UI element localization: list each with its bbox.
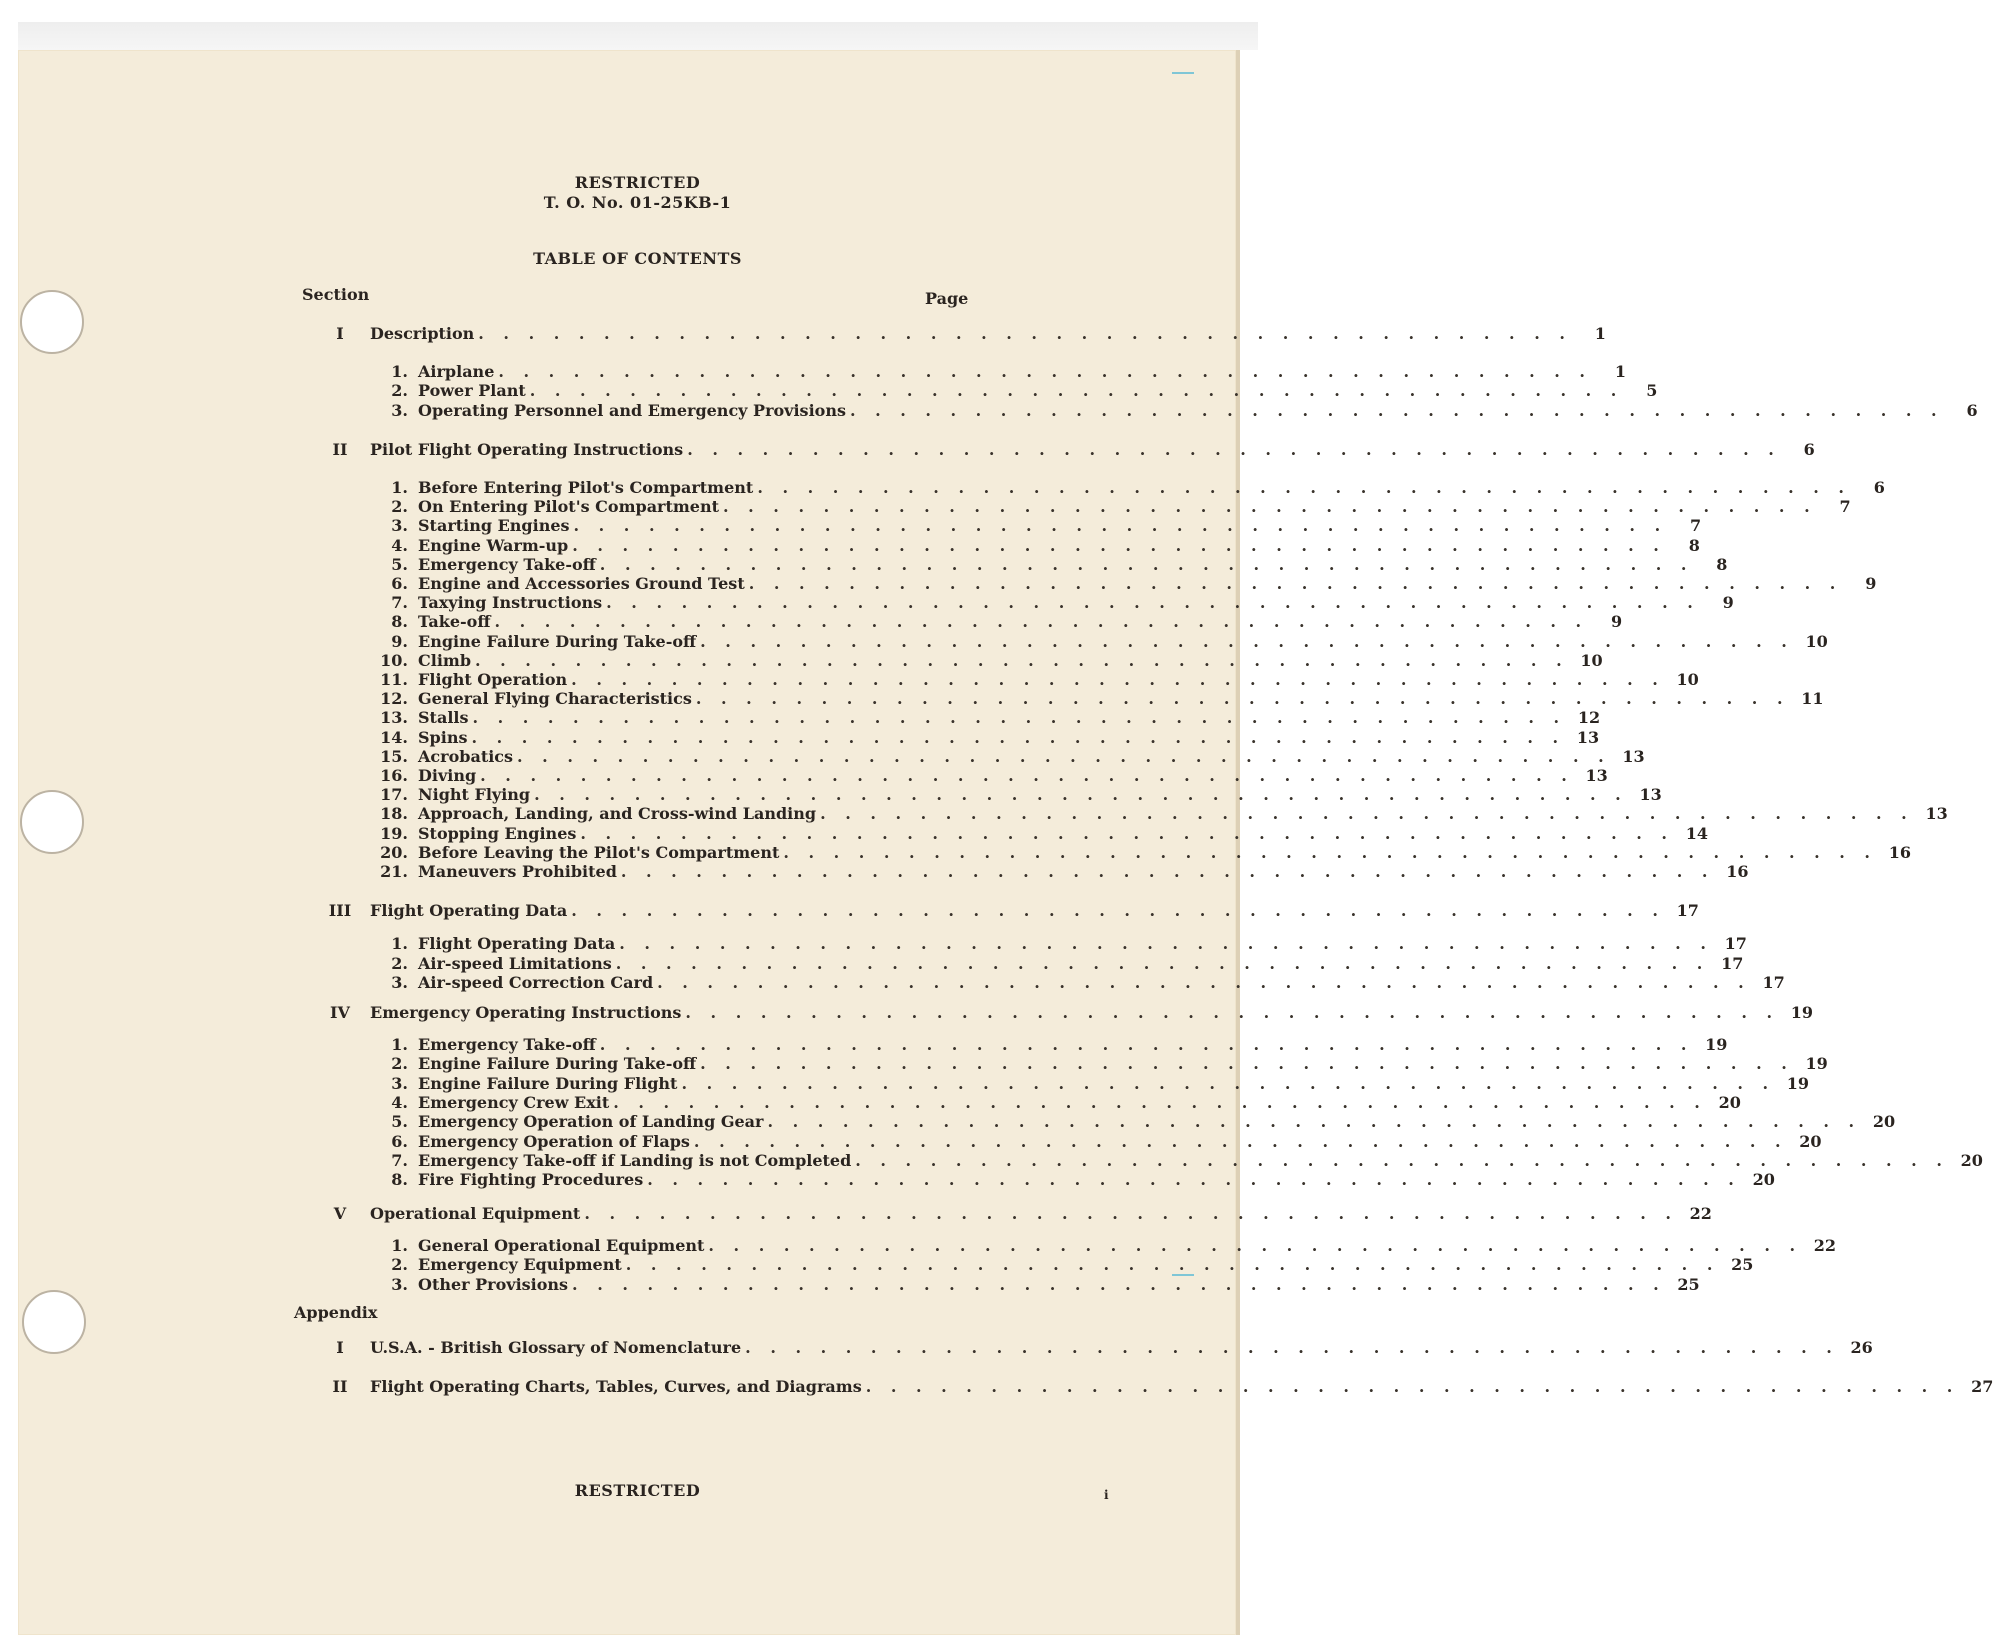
entry-title: Engine Warm-up bbox=[418, 536, 569, 555]
entry-title: Engine Failure During Flight bbox=[418, 1074, 678, 1093]
section-numeral: II bbox=[332, 440, 348, 459]
dot-leader: . . . . . . . . . . . . . . . . . . . . . . . . . . . . . . . . . . . . . . . . . . . . bbox=[855, 1151, 1949, 1170]
dot-leader: . . . . . . . . . . . . . . . . . . . . . . . . . . . . . . . . . . . . . . . . . . . . bbox=[723, 497, 1817, 516]
entry-number: 9. bbox=[391, 632, 408, 651]
toc-section-entry bbox=[310, 1338, 1873, 1358]
entry-page-number: 17 bbox=[1762, 973, 1785, 992]
dot-leader: . . . . . . . . . . . . . . . . . . . . . . . . . . . . . . . . . . . . . . . . . . . . bbox=[748, 574, 1843, 593]
entry-page-number: 9 bbox=[1610, 612, 1623, 631]
entry-title: Flight Operating Charts, Tables, Curves, and Diagrams bbox=[370, 1377, 862, 1396]
entry-page-number: 8 bbox=[1716, 555, 1728, 574]
toc-subentry bbox=[310, 1255, 1754, 1275]
entry-number: 2. bbox=[391, 954, 408, 973]
entry-page-number: 11 bbox=[1801, 689, 1824, 708]
toc-subentry bbox=[310, 1112, 1896, 1132]
entry-number: 1. bbox=[391, 1236, 408, 1255]
entry-page-number: 19 bbox=[1786, 1074, 1810, 1093]
entry-page-number: 1 bbox=[1614, 362, 1626, 381]
toc-section-entry bbox=[310, 901, 1699, 921]
toc-subentry bbox=[310, 362, 1626, 382]
appendix-heading: Appendix bbox=[294, 1303, 378, 1322]
entry-title: Night Flying bbox=[418, 785, 531, 804]
entry-number: 4. bbox=[391, 536, 408, 555]
toc-title: TABLE OF CONTENTS bbox=[533, 249, 742, 268]
toc-subentry bbox=[310, 536, 1700, 556]
edge-mark bbox=[1172, 72, 1194, 74]
entry-page-number: 5 bbox=[1646, 381, 1658, 400]
dot-leader: . . . . . . . . . . . . . . . . . . . . . . . . . . . . . . . . . . . . . . . . . . . . bbox=[619, 934, 1713, 953]
entry-number: 19. bbox=[380, 824, 408, 843]
toc-section-entry bbox=[310, 324, 1606, 344]
dot-leader: . . . . . . . . . . . . . . . . . . . . . . . . . . . . . . . . . . . . . . . . . . . . bbox=[685, 1003, 1780, 1022]
toc-subentry bbox=[310, 1054, 1828, 1074]
toc-subentry bbox=[310, 651, 1603, 671]
entry-page-number: 27 bbox=[1971, 1377, 1993, 1396]
entry-title: Maneuvers Prohibited bbox=[418, 862, 617, 881]
entry-number: 11. bbox=[380, 670, 408, 689]
toc-subentry bbox=[310, 728, 1600, 748]
toc-subentry bbox=[310, 954, 1744, 974]
entry-page-number: 6 bbox=[1966, 401, 1978, 420]
entry-page-number: 17 bbox=[1721, 954, 1744, 973]
dot-leader: . . . . . . . . . . . . . . . . . . . . . . . . . . . . . . . . . . . . . . . . . . . . bbox=[783, 843, 1877, 862]
dot-leader: . . . . . . . . . . . . . . . . . . . . . . . . . . . . . . . . . . . . . . . . . . . . bbox=[708, 1236, 1803, 1255]
dot-leader: . . . . . . . . . . . . . . . . . . . . . . . . . . . . . . . . . . . . . . . . . . . . bbox=[534, 785, 1628, 804]
entry-page-number: 10 bbox=[1580, 651, 1603, 670]
dot-leader: . . . . . . . . . . . . . . . . . . . . . . . . . . . . . . . . . . . . . . . . . . . . bbox=[584, 1204, 1678, 1223]
toc-subentry bbox=[310, 843, 1911, 863]
dot-leader: . . . . . . . . . . . . . . . . . . . . . . . . . . . . . . . . . . . . . . . . . . . . bbox=[571, 670, 1665, 689]
entry-page-number: 16 bbox=[1726, 862, 1749, 881]
classification-footer: RESTRICTED bbox=[574, 1481, 701, 1500]
entry-page-number: 19 bbox=[1705, 1035, 1728, 1054]
toc-subentry bbox=[310, 934, 1747, 954]
toc-subentry bbox=[310, 593, 1734, 613]
entry-number: 15. bbox=[380, 747, 408, 766]
dot-leader: . . . . . . . . . . . . . . . . . . . . . . . . . . . . . . . . . . . . . . . . . . . . bbox=[498, 362, 1592, 381]
entry-number: 6. bbox=[391, 1132, 408, 1151]
entry-page-number: 10 bbox=[1805, 632, 1828, 651]
section-numeral: II bbox=[332, 1377, 348, 1396]
toc-subentry bbox=[310, 747, 1645, 767]
dot-leader: . . . . . . . . . . . . . . . . . . . . . . . . . . . . . . . . . . . . . . . . . . . . bbox=[613, 1093, 1707, 1112]
dot-leader: . . . . . . . . . . . . . . . . . . . . . . . . . . . . . . . . . . . . . . . . . . . . bbox=[767, 1112, 1862, 1131]
entry-page-number: 9 bbox=[1722, 593, 1734, 612]
entry-title: Engine and Accessories Ground Test bbox=[418, 574, 745, 593]
entry-title: Taxying Instructions bbox=[418, 593, 603, 612]
entry-number: 3. bbox=[391, 516, 408, 535]
section-numeral: I bbox=[336, 324, 344, 343]
entry-page-number: 25 bbox=[1731, 1255, 1754, 1274]
entry-page-number: 14 bbox=[1685, 824, 1708, 843]
dot-leader: . . . . . . . . . . . . . . . . . . . . . . . . . . . . . . . . . . . . . . . . . . . . bbox=[849, 401, 1944, 420]
entry-page-number: 20 bbox=[1799, 1132, 1822, 1151]
entry-title: Emergency Operation of Landing Gear bbox=[418, 1112, 764, 1131]
entry-title: Take-off bbox=[418, 612, 491, 631]
binder-hole bbox=[20, 290, 84, 354]
entry-title: Approach, Landing, and Cross-wind Landing bbox=[418, 804, 817, 823]
entry-number: 2. bbox=[391, 1054, 408, 1073]
entry-page-number: 16 bbox=[1888, 843, 1911, 862]
entry-page-number: 19 bbox=[1805, 1054, 1828, 1073]
entry-page-number: 20 bbox=[1872, 1112, 1896, 1131]
toc-subentry bbox=[310, 785, 1662, 805]
toc-subentry bbox=[310, 632, 1828, 652]
dot-leader: . . . . . . . . . . . . . . . . . . . . . . . . . . . . . . . . . . . . . . . . . . . . bbox=[615, 954, 1710, 973]
entry-title: Operational Equipment bbox=[370, 1204, 581, 1223]
toc-subentry bbox=[310, 862, 1749, 882]
entry-page-number: 7 bbox=[1839, 497, 1851, 516]
dot-leader: . . . . . . . . . . . . . . . . . . . . . . . . . . . . . . . . . . . . . . . . . . . . bbox=[572, 1275, 1666, 1294]
entry-page-number: 13 bbox=[1925, 804, 1948, 823]
dot-leader: . . . . . . . . . . . . . . . . . . . . . . . . . . . . . . . . . . . . . . . . . . . . bbox=[647, 1170, 1741, 1189]
toc-subentry bbox=[310, 708, 1601, 728]
toc-subentry bbox=[310, 1151, 1983, 1171]
entry-page-number: 20 bbox=[1752, 1170, 1775, 1189]
dot-leader: . . . . . . . . . . . . . . . . . . . . . . . . . . . . . . . . . . . . . . . . . . . . bbox=[700, 632, 1794, 651]
toc-subentry bbox=[310, 670, 1699, 690]
entry-number: 14. bbox=[380, 728, 408, 747]
binder-hole bbox=[20, 790, 84, 854]
dot-leader: . . . . . . . . . . . . . . . . . . . . . . . . . . . . . . . . . . . . . . . . . . . . bbox=[657, 973, 1751, 992]
dot-leader: . . . . . . . . . . . . . . . . . . . . . . . . . . . . . . . . . . . . . . . . . . . . bbox=[700, 1054, 1794, 1073]
entry-page-number: 13 bbox=[1639, 785, 1662, 804]
entry-title: General Flying Characteristics bbox=[418, 689, 692, 708]
entry-title: Emergency Crew Exit bbox=[418, 1093, 610, 1112]
entry-page-number: 22 bbox=[1689, 1204, 1712, 1223]
toc-subentry bbox=[310, 516, 1702, 536]
dot-leader: . . . . . . . . . . . . . . . . . . . . . . . . . . . . . . . . . . . . . . . . . . . . bbox=[695, 689, 1790, 708]
entry-number: 16. bbox=[380, 766, 408, 785]
toc-subentry bbox=[310, 478, 1885, 498]
page-folio: i bbox=[1104, 1488, 1109, 1502]
entry-page-number: 13 bbox=[1576, 728, 1600, 747]
dot-leader: . . . . . . . . . . . . . . . . . . . . . . . . . . . . . . . . . . . . . . . . . . . . bbox=[620, 862, 1715, 881]
entry-page-number: 25 bbox=[1677, 1275, 1700, 1294]
toc-subentry bbox=[310, 1170, 1775, 1190]
dot-leader: . . . . . . . . . . . . . . . . . . . . . . . . . . . . . . . . . . . . . . . . . . . . bbox=[681, 1074, 1776, 1093]
toc-subentry bbox=[310, 1093, 1741, 1113]
entry-number: 18. bbox=[380, 804, 408, 823]
toc-subentry bbox=[310, 612, 1623, 632]
entry-page-number: 6 bbox=[1873, 478, 1885, 497]
dot-leader: . . . . . . . . . . . . . . . . . . . . . . . . . . . . . . . . . . . . . . . . . . . . bbox=[517, 747, 1611, 766]
toc-subentry bbox=[310, 555, 1728, 575]
entry-number: 12. bbox=[380, 689, 408, 708]
entry-number: 5. bbox=[391, 555, 408, 574]
entry-page-number: 20 bbox=[1960, 1151, 1983, 1170]
entry-title: Flight Operating Data bbox=[370, 901, 568, 920]
dot-leader: . . . . . . . . . . . . . . . . . . . . . . . . . . . . . . . . . . . . . . . . . . . . bbox=[687, 440, 1781, 459]
entry-number: 1. bbox=[391, 1035, 408, 1054]
entry-number: 17. bbox=[380, 785, 408, 804]
entry-number: 3. bbox=[391, 1074, 408, 1093]
entry-number: 3. bbox=[391, 1275, 408, 1294]
dot-leader: . . . . . . . . . . . . . . . . . . . . . . . . . . . . . . . . . . . . . . . . . . . . bbox=[475, 651, 1569, 670]
section-column-heading: Section bbox=[302, 285, 370, 304]
entry-page-number: 17 bbox=[1676, 901, 1699, 920]
entry-title: Engine Failure During Take-off bbox=[418, 1054, 697, 1073]
dot-leader: . . . . . . . . . . . . . . . . . . . . . . . . . . . . . . . . . . . . . . . . . . . . bbox=[480, 766, 1574, 785]
entry-number: 1. bbox=[391, 478, 408, 497]
dot-leader: . . . . . . . . . . . . . . . . . . . . . . . . . . . . . . . . . . . . . . . . . . . . bbox=[471, 728, 1566, 747]
entry-title: On Entering Pilot's Compartment bbox=[418, 497, 720, 516]
dot-leader: . . . . . . . . . . . . . . . . . . . . . . . . . . . . . . . . . . . . . . . . . . . . bbox=[478, 324, 1572, 343]
entry-title: Pilot Flight Operating Instructions bbox=[370, 440, 684, 459]
toc-subentry bbox=[310, 381, 1658, 401]
entry-number: 10. bbox=[380, 651, 408, 670]
toc-section-entry bbox=[310, 1377, 1993, 1397]
entry-number: 6. bbox=[391, 574, 408, 593]
entry-title: Starting Engines bbox=[418, 516, 570, 535]
toc-subentry bbox=[310, 1074, 1810, 1094]
entry-number: 1. bbox=[391, 362, 408, 381]
toc-subentry bbox=[310, 1236, 1837, 1256]
entry-title: General Operational Equipment bbox=[418, 1236, 705, 1255]
entry-title: Before Entering Pilot's Compartment bbox=[418, 478, 754, 497]
toc-section-entry bbox=[310, 1204, 1712, 1224]
entry-number: 20. bbox=[380, 843, 408, 862]
entry-title: Flight Operation bbox=[418, 670, 568, 689]
section-numeral: III bbox=[328, 901, 352, 920]
dot-leader: . . . . . . . . . . . . . . . . . . . . . . . . . . . . . . . . . . . . . . . . . . . . bbox=[599, 555, 1694, 574]
dot-leader: . . . . . . . . . . . . . . . . . . . . . . . . . . . . . . . . . . . . . . . . . . . . bbox=[472, 708, 1567, 727]
scan-top-shadow bbox=[18, 22, 1258, 50]
dot-leader: . . . . . . . . . . . . . . . . . . . . . . . . . . . . . . . . . . . . . . . . . . . . bbox=[572, 536, 1666, 555]
toc-subentry bbox=[310, 1035, 1728, 1055]
toc-subentry bbox=[310, 689, 1824, 709]
entry-page-number: 9 bbox=[1865, 574, 1877, 593]
dot-leader: . . . . . . . . . . . . . . . . . . . . . . . . . . . . . . . . . . . . . . . . . . . . bbox=[580, 824, 1674, 843]
dot-leader: . . . . . . . . . . . . . . . . . . . . . . . . . . . . . . . . . . . . . . . . . . . . bbox=[494, 612, 1589, 631]
entry-title: Stalls bbox=[418, 708, 469, 727]
entry-number: 7. bbox=[391, 1151, 408, 1170]
entry-number: 5. bbox=[391, 1112, 408, 1131]
entry-title: Emergency Equipment bbox=[418, 1255, 622, 1274]
entry-page-number: 7 bbox=[1690, 516, 1702, 535]
classification-header: RESTRICTED bbox=[574, 173, 701, 192]
binder-hole bbox=[22, 1290, 86, 1354]
entry-page-number: 12 bbox=[1577, 708, 1601, 727]
dot-leader: . . . . . . . . . . . . . . . . . . . . . . . . . . . . . . . . . . . . . . . . . . . . bbox=[625, 1255, 1720, 1274]
entry-number: 3. bbox=[391, 401, 408, 420]
entry-number: 7. bbox=[391, 593, 408, 612]
document-number: T. O. No. 01-25KB-1 bbox=[543, 193, 732, 212]
entry-title: Emergency Operating Instructions bbox=[370, 1003, 682, 1022]
entry-title: Air-speed Correction Card bbox=[418, 973, 654, 992]
entry-page-number: 13 bbox=[1622, 747, 1645, 766]
dot-leader: . . . . . . . . . . . . . . . . . . . . . . . . . . . . . . . . . . . . . . . . . . . . bbox=[865, 1377, 1960, 1396]
entry-title: Airplane bbox=[418, 362, 495, 381]
entry-number: 4. bbox=[391, 1093, 408, 1112]
entry-number: 2. bbox=[391, 1255, 408, 1274]
dot-leader: . . . . . . . . . . . . . . . . . . . . . . . . . . . . . . . . . . . . . . . . . . . . bbox=[529, 381, 1624, 400]
entry-title: Flight Operating Data bbox=[418, 934, 616, 953]
toc-subentry bbox=[310, 1275, 1700, 1295]
entry-title: Before Leaving the Pilot's Compartment bbox=[418, 843, 780, 862]
entry-page-number: 19 bbox=[1790, 1003, 1814, 1022]
dot-leader: . . . . . . . . . . . . . . . . . . . . . . . . . . . . . . . . . . . . . . . . . . . . bbox=[693, 1132, 1788, 1151]
entry-number: 2. bbox=[391, 497, 408, 516]
entry-page-number: 6 bbox=[1803, 440, 1815, 459]
entry-number: 8. bbox=[391, 612, 408, 631]
dot-leader: . . . . . . . . . . . . . . . . . . . . . . . . . . . . . . . . . . . . . . . . . . . . bbox=[745, 1338, 1839, 1357]
toc-subentry bbox=[310, 574, 1877, 594]
entry-title: Diving bbox=[418, 766, 477, 785]
entry-page-number: 10 bbox=[1676, 670, 1699, 689]
toc-subentry bbox=[310, 973, 1785, 993]
entry-title: Air-speed Limitations bbox=[418, 954, 612, 973]
entry-page-number: 17 bbox=[1724, 934, 1747, 953]
entry-page-number: 13 bbox=[1585, 766, 1608, 785]
dot-leader: . . . . . . . . . . . . . . . . . . . . . . . . . . . . . . . . . . . . . . . . . . . . bbox=[573, 516, 1668, 535]
entry-title: Operating Personnel and Emergency Provisions bbox=[418, 401, 846, 420]
entry-title: Engine Failure During Take-off bbox=[418, 632, 697, 651]
toc-subentry bbox=[310, 401, 1978, 421]
entry-title: Acrobatics bbox=[418, 747, 514, 766]
entry-page-number: 20 bbox=[1718, 1093, 1741, 1112]
entry-title: Emergency Take-off bbox=[418, 1035, 596, 1054]
entry-number: 8. bbox=[391, 1170, 408, 1189]
dot-leader: . . . . . . . . . . . . . . . . . . . . . . . . . . . . . . . . . . . . . . . . . . . . bbox=[757, 478, 1851, 497]
toc-subentry bbox=[310, 1132, 1822, 1152]
dot-leader: . . . . . . . . . . . . . . . . . . . . . . . . . . . . . . . . . . . . . . . . . . . . bbox=[606, 593, 1700, 612]
entry-title: Emergency Operation of Flaps bbox=[418, 1132, 690, 1151]
section-numeral: IV bbox=[330, 1003, 350, 1022]
entry-title: Stopping Engines bbox=[418, 824, 577, 843]
toc-subentry bbox=[310, 497, 1851, 517]
entry-number: 1. bbox=[391, 934, 408, 953]
entry-number: 13. bbox=[380, 708, 408, 727]
entry-page-number: 1 bbox=[1594, 324, 1606, 343]
entry-number: 2. bbox=[391, 381, 408, 400]
entry-title: Description bbox=[370, 324, 475, 343]
entry-title: U.S.A. - British Glossary of Nomenclature bbox=[370, 1338, 742, 1357]
entry-page-number: 8 bbox=[1688, 536, 1700, 555]
entry-title: Other Provisions bbox=[418, 1275, 569, 1294]
section-numeral: I bbox=[336, 1338, 344, 1357]
toc-section-entry bbox=[310, 1003, 1814, 1023]
toc-subentry bbox=[310, 804, 1948, 824]
section-numeral: V bbox=[333, 1204, 347, 1223]
entry-title: Spins bbox=[418, 728, 468, 747]
entry-title: Emergency Take-off if Landing is not Completed bbox=[418, 1151, 852, 1170]
dot-leader: . . . . . . . . . . . . . . . . . . . . . . . . . . . . . . . . . . . . . . . . . . . . bbox=[571, 901, 1665, 920]
entry-title: Power Plant bbox=[418, 381, 526, 400]
entry-title: Climb bbox=[418, 651, 472, 670]
entry-title: Emergency Take-off bbox=[418, 555, 596, 574]
entry-page-number: 26 bbox=[1850, 1338, 1873, 1357]
entry-title: Fire Fighting Procedures bbox=[418, 1170, 644, 1189]
page-column-heading: Page bbox=[925, 289, 969, 308]
toc-section-entry bbox=[310, 440, 1815, 460]
toc-subentry bbox=[310, 824, 1708, 844]
entry-number: 21. bbox=[380, 862, 408, 881]
dot-leader: . . . . . . . . . . . . . . . . . . . . . . . . . . . . . . . . . . . . . . . . . . . . bbox=[599, 1035, 1694, 1054]
dot-leader: . . . . . . . . . . . . . . . . . . . . . . . . . . . . . . . . . . . . . . . . . . . . bbox=[820, 804, 1914, 823]
entry-number: 3. bbox=[391, 973, 408, 992]
entry-page-number: 22 bbox=[1813, 1236, 1837, 1255]
toc-subentry bbox=[310, 766, 1608, 786]
